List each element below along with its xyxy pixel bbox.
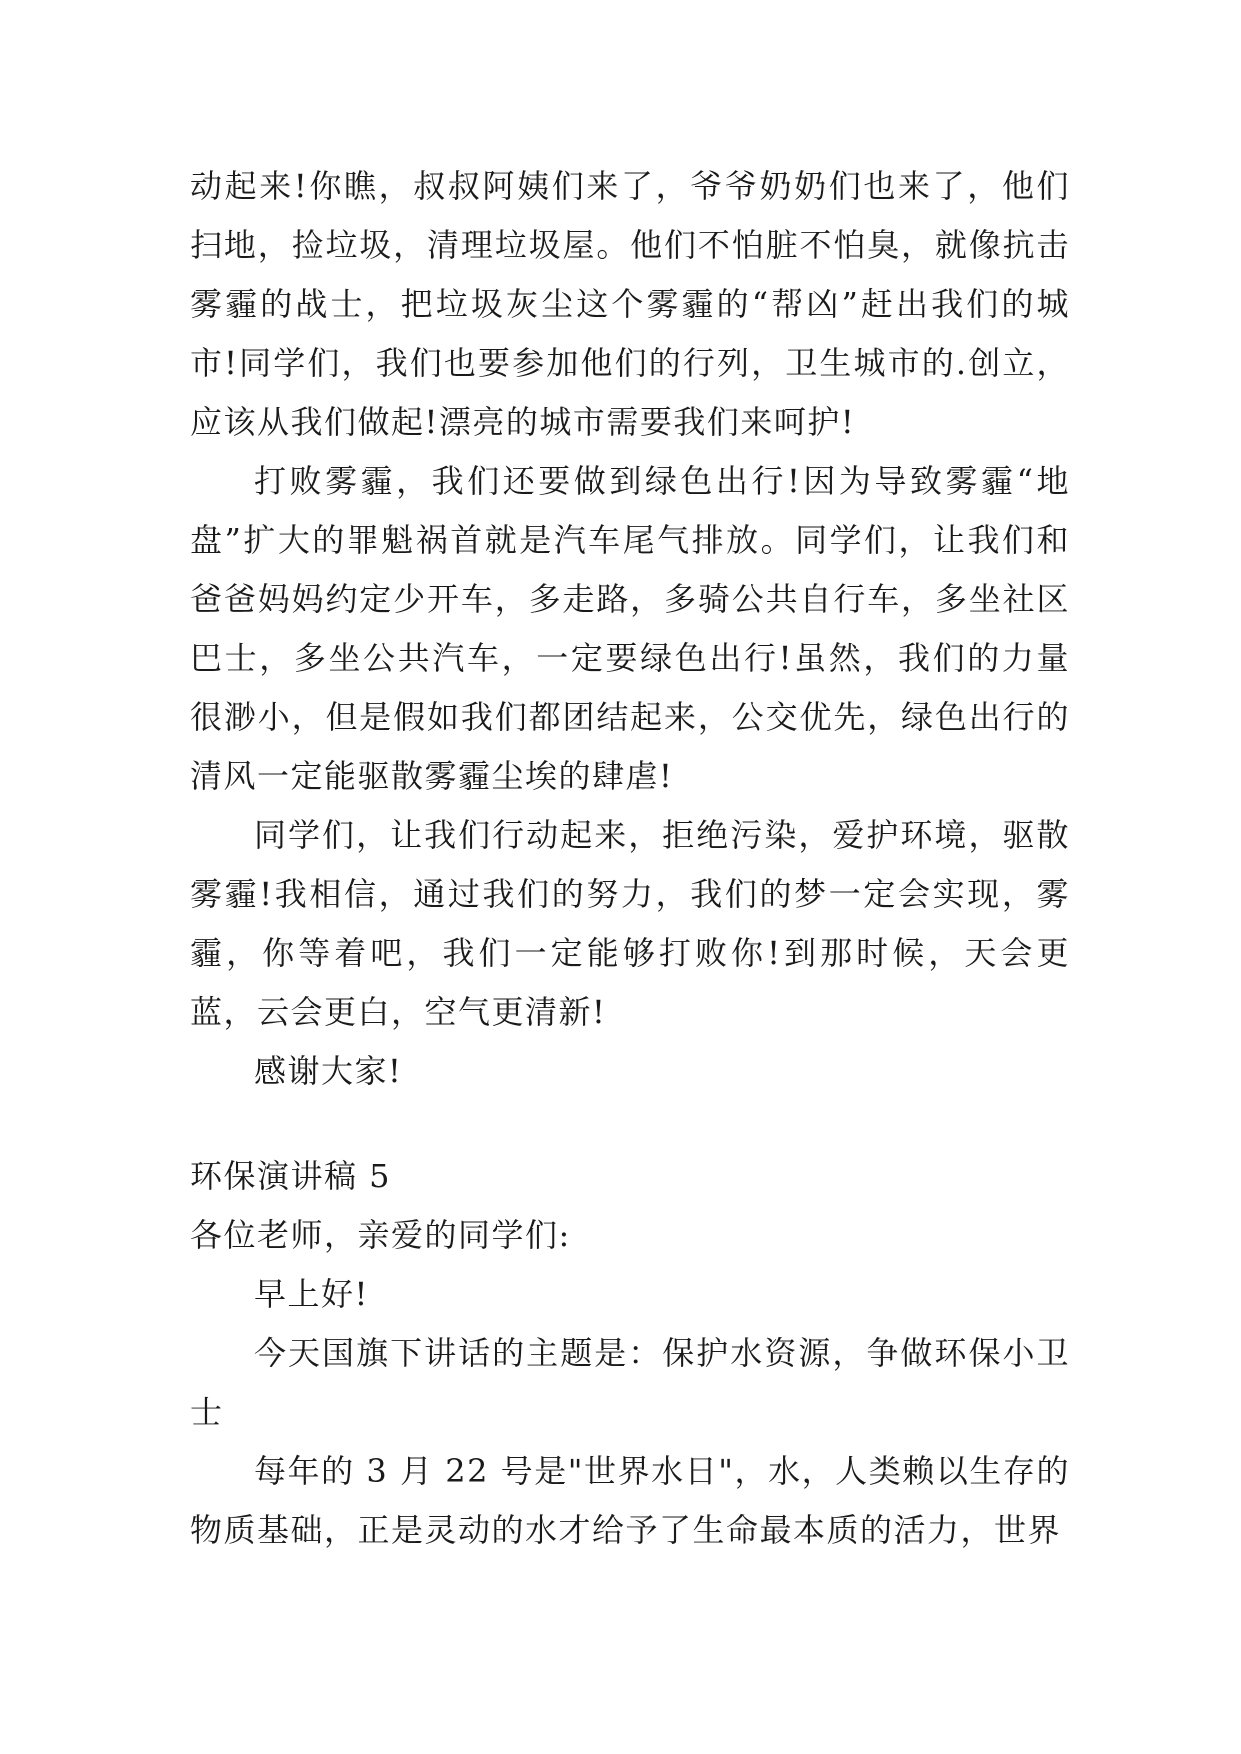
speech-5: [190, 1147, 1070, 1560]
speech-title: 环保演讲稿 5: [190, 1157, 392, 1195]
speech-continuation: [190, 157, 1070, 1101]
paragraph-world-water-day: 每年的 3 月 22 号是"世界水日"，水，人类赖以生存的物质基础，正是灵动的水才给予了生命最本质的活力，世界: [190, 1452, 1070, 1549]
paragraph-green-travel: 打败雾霾，我们还要做到绿色出行!因为导致雾霾“地盘”扩大的罪魁祸首就是汽车尾气排放。同学们，让我们和爸爸妈妈约定少开车，多走路，多骑公共自行车，多坐社区巴士，多坐公共汽车，一定要绿色出行!虽然，我们的力量很渺小，但是假如我们都团结起来，公交优先，绿色出行的清风一定能驱散雾霾尘埃的肆虐!: [190, 462, 1070, 795]
paragraph-greeting: 早上好!: [254, 1275, 369, 1313]
paragraph-cleanup: 动起来!你瞧，叔叔阿姨们来了，爷爷奶奶们也来了，他们扫地，捡垃圾，清理垃圾屋。他们不怕脏不怕臭，就像抗击雾霾的战士，把垃圾灰尘这个雾霾的“帮凶”赶出我们的城市!同学们，我们也要参加他们的行列，卫生城市的.创立，应该从我们做起!漂亮的城市需要我们来呵护!: [190, 167, 1070, 441]
paragraph-call-to-action: 同学们，让我们行动起来，拒绝污染，爱护环境，驱散雾霾!我相信，通过我们的努力，我们的梦一定会实现，雾霾，你等着吧，我们一定能够打败你!到那时候，天会更蓝，云会更白，空气更清新!: [190, 816, 1070, 1031]
paragraph-thanks: 感谢大家!: [254, 1052, 403, 1090]
speech-salutation: 各位老师，亲爱的同学们:: [190, 1216, 571, 1254]
paragraph-topic: 今天国旗下讲话的主题是：保护水资源，争做环保小卫士: [190, 1334, 1070, 1431]
